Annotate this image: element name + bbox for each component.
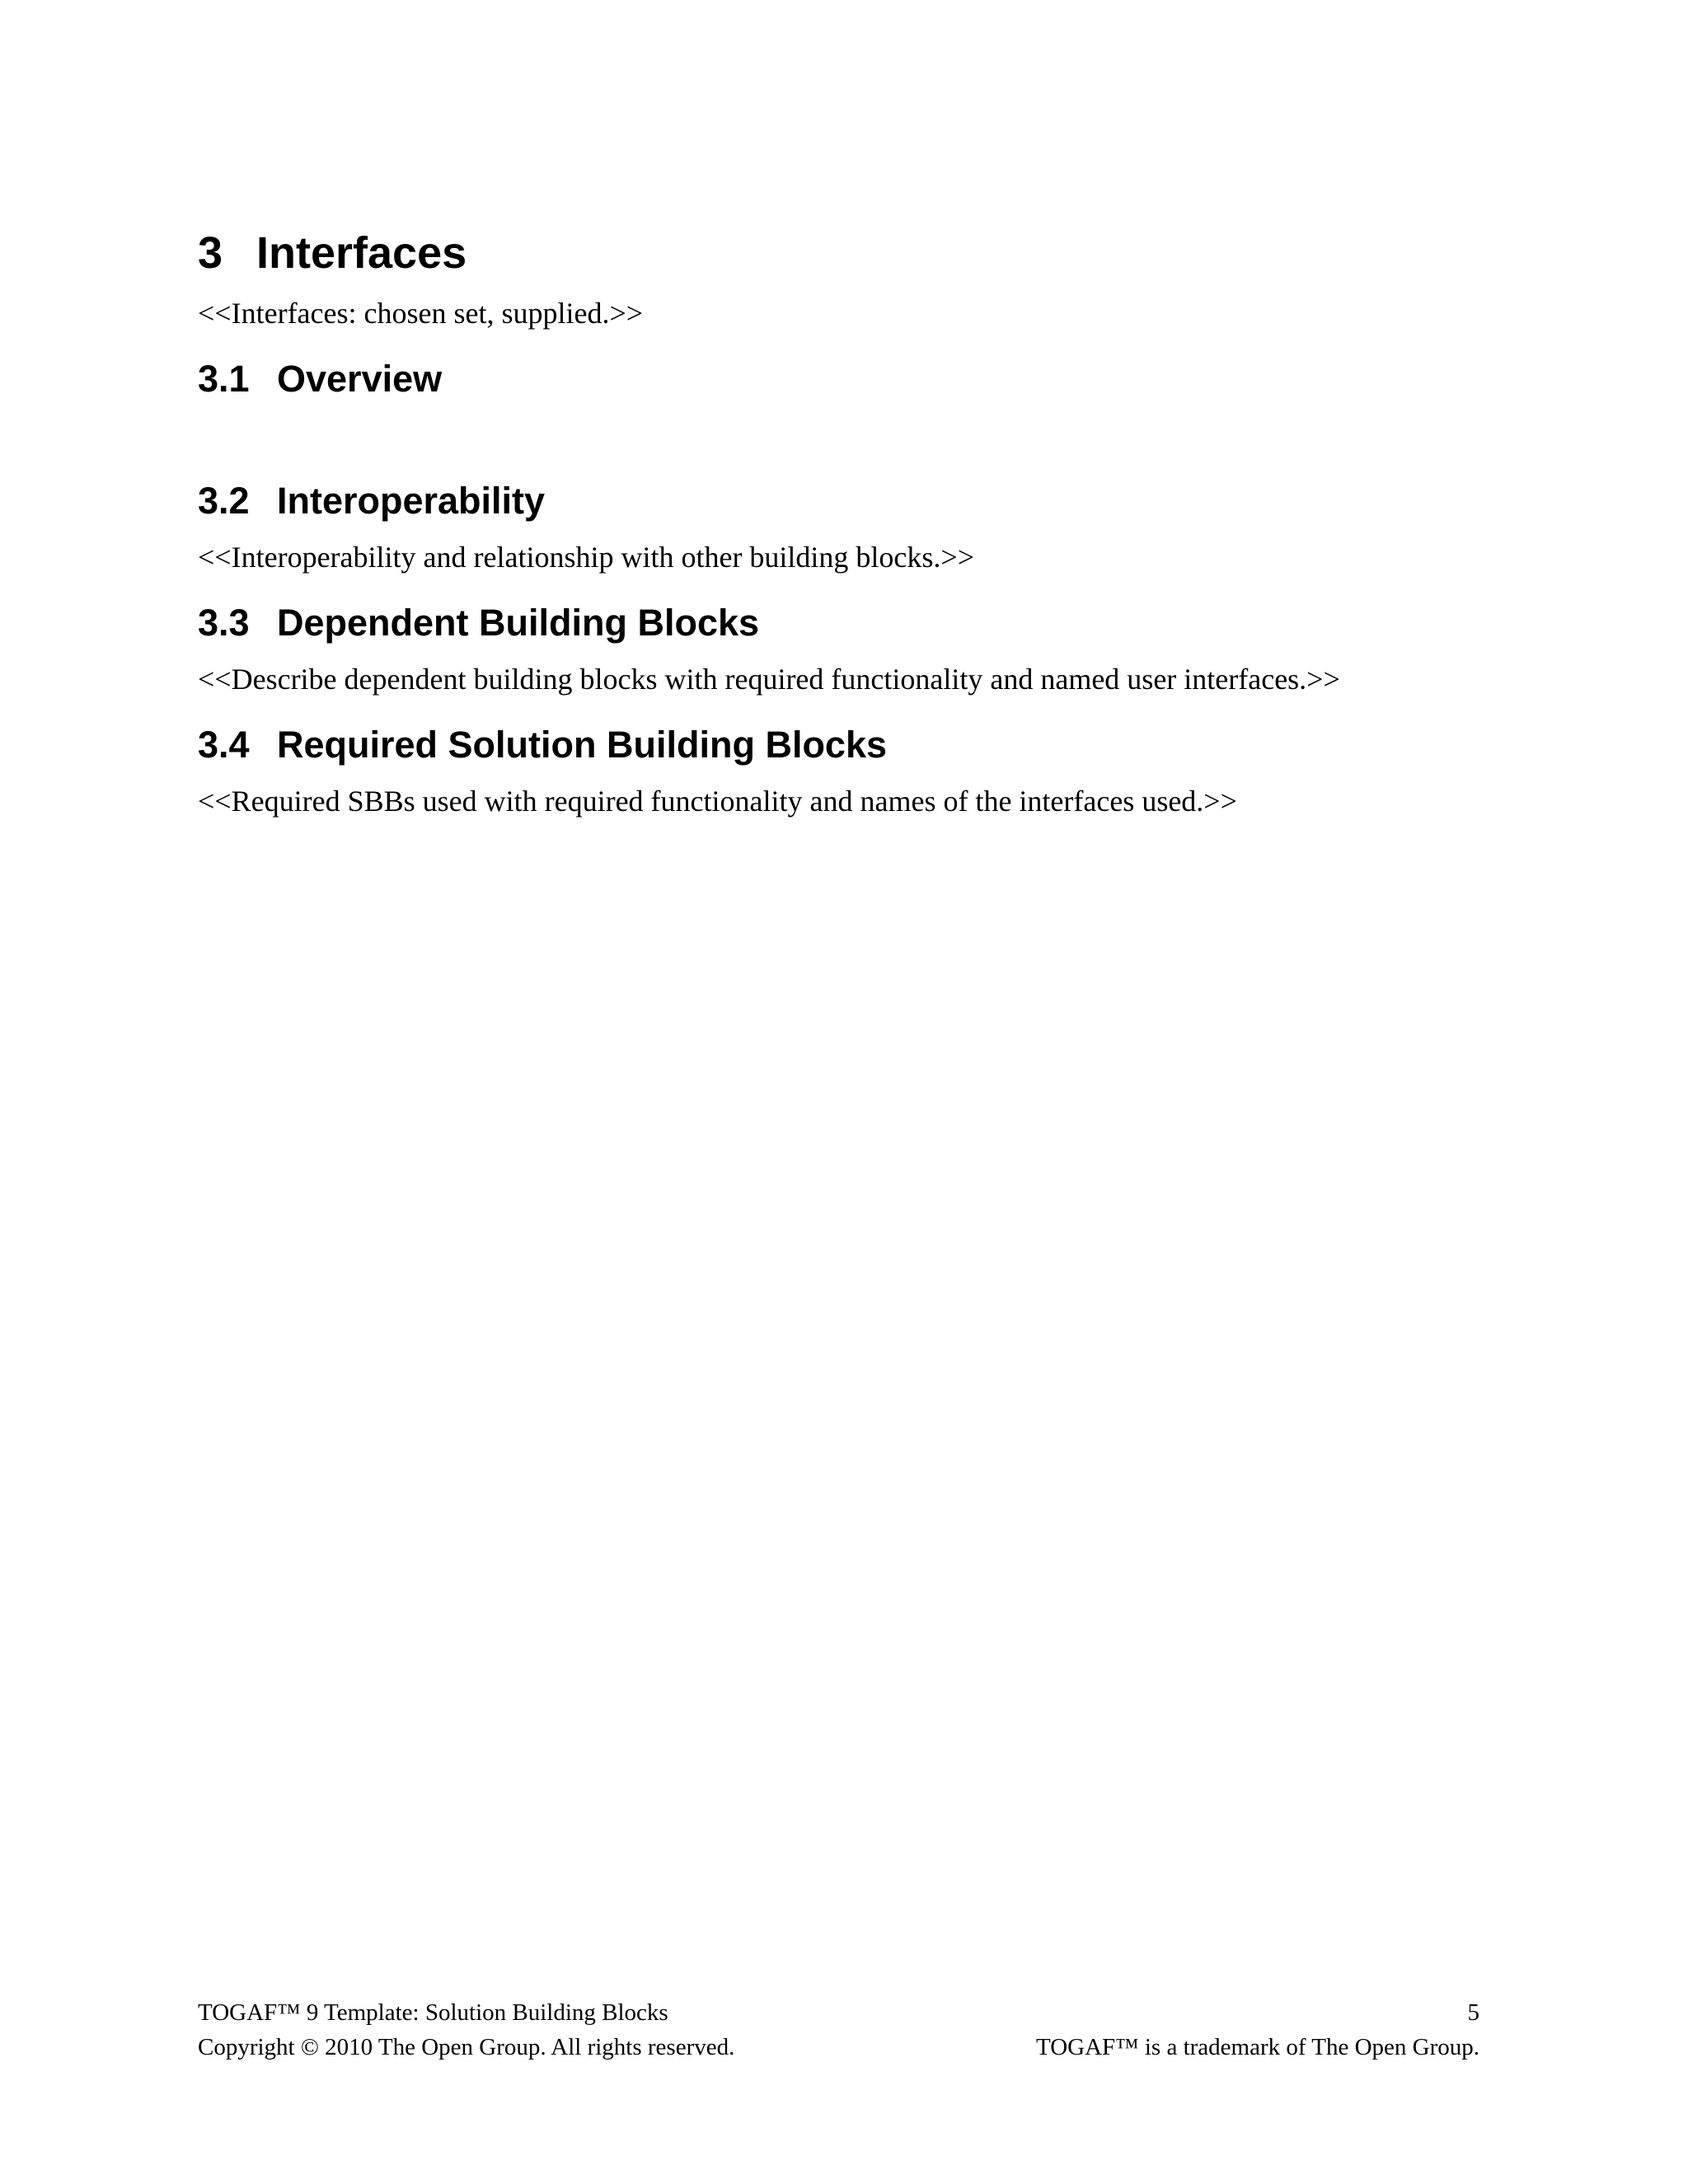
section-number: 3 bbox=[198, 228, 223, 278]
footer-page-number: 5 bbox=[1467, 1999, 1479, 2026]
section-number: 3.3 bbox=[198, 602, 250, 644]
section-number: 3.1 bbox=[198, 358, 250, 400]
section-3-2-text: <<Interoperability and relationship with other building blocks.>> bbox=[198, 541, 975, 574]
section-3-4-text: <<Required SBBs used with required functionality and names of the interfaces used.>> bbox=[198, 785, 1237, 818]
section-title: Dependent Building Blocks bbox=[277, 602, 760, 644]
section-3-2-heading bbox=[198, 479, 545, 523]
section-number: 3.2 bbox=[198, 480, 250, 522]
section-title: Required Solution Building Blocks bbox=[277, 724, 888, 766]
section-3-text: <<Interfaces: chosen set, supplied.>> bbox=[198, 297, 644, 330]
footer-doc-title: TOGAF™ 9 Template: Solution Building Blocks bbox=[198, 1999, 668, 2026]
section-3-3-heading bbox=[198, 601, 759, 645]
footer-trademark: TOGAF™ is a trademark of The Open Group. bbox=[1036, 2034, 1479, 2060]
section-3-1-heading bbox=[198, 357, 442, 401]
section-3-heading bbox=[198, 227, 467, 279]
section-title: Overview bbox=[277, 358, 443, 400]
section-3-3-text: <<Describe dependent building blocks with required functionality and named user interfaces.>> bbox=[198, 663, 1340, 696]
section-number: 3.4 bbox=[198, 724, 250, 766]
section-3-4-heading bbox=[198, 723, 887, 767]
section-title: Interoperability bbox=[277, 480, 546, 522]
footer-copyright: Copyright © 2010 The Open Group. All rights reserved. bbox=[198, 2034, 735, 2060]
section-title: Interfaces bbox=[256, 228, 467, 278]
